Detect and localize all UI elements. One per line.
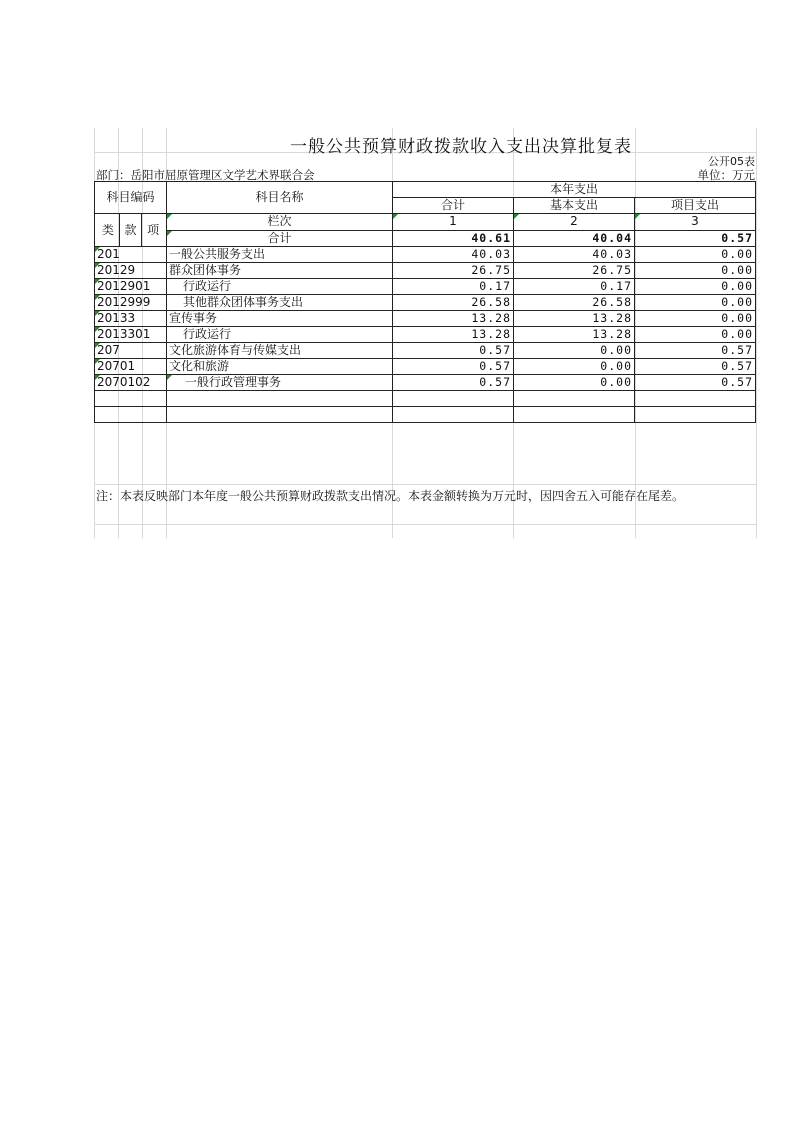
col-index-2: 2 — [514, 214, 635, 231]
row-index-label: 栏次 — [167, 214, 393, 231]
row-basic: 13.28 — [514, 311, 635, 327]
row-total: 0.57 — [393, 375, 514, 391]
basic-header: 基本支出 — [514, 198, 635, 214]
totals-row — [95, 230, 756, 247]
totals-project: 0.57 — [635, 230, 756, 247]
xiang-header: 项 — [147, 223, 160, 237]
row-total: 0.57 — [393, 359, 514, 375]
row-basic: 13.28 — [514, 327, 635, 343]
total-header: 合计 — [393, 198, 514, 214]
table-row — [95, 279, 756, 295]
row-project: 0.00 — [635, 295, 756, 311]
row-name: 行政运行 — [167, 279, 393, 295]
row-total: 40.03 — [393, 247, 514, 263]
row-code: 2012999 — [95, 295, 167, 311]
kuan-header: 款 — [120, 214, 143, 246]
col-index-1: 1 — [393, 214, 514, 231]
budget-table — [94, 181, 756, 423]
row-project: 0.00 — [635, 263, 756, 279]
row-total: 0.17 — [393, 279, 514, 295]
empty-row — [95, 391, 756, 407]
row-total: 13.28 — [393, 311, 514, 327]
row-name: 文化旅游体育与传媒支出 — [167, 343, 393, 359]
table-row — [95, 375, 756, 391]
row-name: 一般公共服务支出 — [167, 247, 393, 263]
totals-label: 合计 — [167, 230, 393, 247]
project-header: 项目支出 — [635, 198, 756, 214]
table-row — [95, 359, 756, 375]
expenditure-group-header: 本年支出 — [393, 182, 756, 198]
row-total: 13.28 — [393, 327, 514, 343]
index-row — [95, 214, 756, 231]
row-code: 2013301 — [95, 327, 167, 343]
row-code: 201 — [95, 247, 167, 263]
row-name: 宣传事务 — [167, 311, 393, 327]
totals-total: 40.61 — [393, 230, 514, 247]
row-project: 0.57 — [635, 375, 756, 391]
department-label: 部门：岳阳市屈原管理区文学艺术界联合会 — [96, 168, 315, 182]
row-basic: 26.75 — [514, 263, 635, 279]
table-row — [95, 343, 756, 359]
row-project: 0.00 — [635, 247, 756, 263]
lei-header: 类 — [97, 214, 120, 246]
footnote: 注：本表反映部门本年度一般公共预算财政拨款支出情况。本表金额转换为万元时，因四舍五入可能存在尾差。 — [96, 489, 685, 503]
row-basic: 0.00 — [514, 359, 635, 375]
row-total: 26.58 — [393, 295, 514, 311]
form-number: 公开05表 — [708, 155, 755, 168]
gridline — [94, 484, 756, 485]
name-header: 科目名称 — [167, 182, 393, 214]
row-name: 行政运行 — [167, 327, 393, 343]
row-project: 0.00 — [635, 279, 756, 295]
row-name: 其他群众团体事务支出 — [167, 295, 393, 311]
table-row — [95, 263, 756, 279]
row-project: 0.00 — [635, 311, 756, 327]
header-row-group — [95, 182, 756, 198]
totals-basic: 40.04 — [514, 230, 635, 247]
row-code: 2012901 — [95, 279, 167, 295]
row-code: 20129 — [95, 263, 167, 279]
table-row — [95, 311, 756, 327]
row-project: 0.00 — [635, 327, 756, 343]
page-title: 一般公共预算财政拨款收入支出决算批复表 — [290, 137, 632, 157]
row-name: 群众团体事务 — [167, 263, 393, 279]
row-basic: 26.58 — [514, 295, 635, 311]
gridline — [756, 128, 757, 538]
unit-label: 单位：万元 — [697, 168, 755, 182]
row-basic: 0.00 — [514, 375, 635, 391]
row-basic: 40.03 — [514, 247, 635, 263]
row-code: 20133 — [95, 311, 167, 327]
table-row — [95, 327, 756, 343]
col-index-3: 3 — [635, 214, 756, 231]
row-total: 26.75 — [393, 263, 514, 279]
row-project: 0.57 — [635, 359, 756, 375]
row-total: 0.57 — [393, 343, 514, 359]
table-row — [95, 247, 756, 263]
row-code: 2070102 — [95, 375, 167, 391]
row-name: 一般行政管理事务 — [167, 375, 393, 391]
code-header: 科目编码 — [95, 182, 167, 214]
table-row — [95, 295, 756, 311]
row-code: 20701 — [95, 359, 167, 375]
row-basic: 0.00 — [514, 343, 635, 359]
row-basic: 0.17 — [514, 279, 635, 295]
row-project: 0.57 — [635, 343, 756, 359]
empty-row — [95, 407, 756, 423]
category-split-header — [95, 214, 167, 247]
row-code: 207 — [95, 343, 167, 359]
row-name: 文化和旅游 — [167, 359, 393, 375]
gridline — [94, 524, 756, 525]
